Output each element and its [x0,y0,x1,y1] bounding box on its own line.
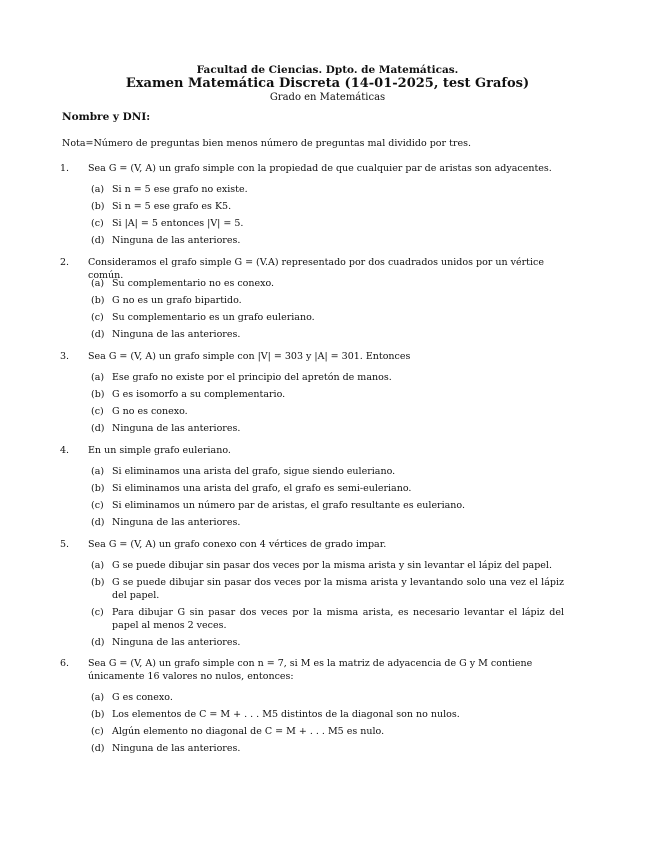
question-text: Consideramos el grafo simple G = (V.A) representado por dos cuadrados unidos por un vértice común. [88,257,544,281]
option-text: Si eliminamos una arista del grafo, el grafo es semi-euleriano. [112,483,412,494]
option-1b [91,200,564,213]
option-text: G se puede dibujar sin pasar dos veces por la misma arista y levantando solo una vez el lápiz del papel. [112,577,564,601]
option-text: Su complementario es un grafo euleriano. [112,312,315,323]
question-text: En un simple grafo euleriano. [88,445,231,456]
option-4b [91,482,564,495]
option-label: (c) [91,500,104,511]
option-3d [91,422,564,435]
option-label: (d) [91,235,105,246]
question-number: 1. [60,163,70,174]
option-6b [91,708,564,721]
question-number: 3. [60,351,70,362]
question-number: 2. [60,257,70,268]
option-label: (c) [91,726,104,737]
option-label: (a) [91,560,105,571]
option-1c [91,217,564,230]
faculty-line: Facultad de Ciencias. Dpto. de Matemáticas. [196,64,459,76]
question-4 [60,444,578,457]
option-label: (a) [91,692,105,703]
option-text: G es conexo. [112,692,173,703]
option-3c [91,405,564,418]
option-label: (a) [91,466,105,477]
option-text: Ninguna de las anteriores. [112,743,241,754]
option-4d [91,516,564,529]
option-label: (d) [91,637,105,648]
option-label: (d) [91,423,105,434]
option-label: (c) [91,607,104,618]
option-5d [91,636,564,649]
option-label: (b) [91,389,105,400]
option-2a [91,277,564,290]
option-6c [91,725,564,738]
question-text: Sea G = (V, A) un grafo simple con la propiedad de que cualquier par de aristas son adyacentes. [88,163,552,174]
option-label: (c) [91,312,104,323]
option-text: Algún elemento no diagonal de C = M + . . . M5 es nulo. [112,726,385,737]
option-label: (c) [91,406,104,417]
option-3b [91,388,564,401]
option-2b [91,294,564,307]
degree-line: Grado en Matemáticas [269,92,386,103]
option-5b [91,576,564,602]
question-number: 6. [60,658,70,669]
option-5c [91,606,564,632]
option-label: (b) [91,483,105,494]
question-text: Sea G = (V, A) un grafo conexo con 4 vértices de grado impar. [88,539,387,550]
option-text: Los elementos de C = M + . . . M5 distintos de la diagonal son no nulos. [112,709,460,720]
option-text: G se puede dibujar sin pasar dos veces por la misma arista y sin levantar el lápiz del papel. [112,560,552,571]
option-label: (b) [91,577,105,588]
option-3a [91,371,564,384]
option-text: Su complementario no es conexo. [112,278,275,289]
option-text: Ninguna de las anteriores. [112,517,241,528]
name-dni-label: Nombre y DNI: [62,111,151,123]
option-text: G es isomorfo a su complementario. [112,389,286,400]
question-number: 5. [60,539,70,550]
option-text: Si eliminamos una arista del grafo, sigue siendo euleriano. [112,466,396,477]
option-text: Si |A| = 5 entonces |V| = 5. [112,218,244,229]
question-3 [60,350,578,363]
option-text: Ninguna de las anteriores. [112,423,241,434]
option-4a [91,465,564,478]
option-6a [91,691,564,704]
option-label: (a) [91,278,105,289]
option-1d [91,234,564,247]
option-text: Ninguna de las anteriores. [112,329,241,340]
option-text: Ninguna de las anteriores. [112,235,241,246]
option-label: (a) [91,184,105,195]
option-text: G no es un grafo bipartido. [112,295,242,306]
grading-note: Nota=Número de preguntas bien menos número de preguntas mal dividido por tres. [62,138,471,149]
option-text: Si n = 5 ese grafo es K5. [112,201,232,212]
option-text: Si n = 5 ese grafo no existe. [112,184,248,195]
option-6d [91,742,564,755]
question-text: Sea G = (V, A) un grafo simple con |V| = 303 y |A| = 301. Entonces [88,351,411,362]
question-6 [60,657,578,683]
option-label: (d) [91,517,105,528]
option-text: Si eliminamos un número par de aristas, el grafo resultante es euleriano. [112,500,465,511]
option-label: (d) [91,329,105,340]
option-label: (c) [91,218,104,229]
question-number: 4. [60,445,70,456]
option-label: (b) [91,201,105,212]
option-4c [91,499,564,512]
question-1 [60,162,578,175]
question-text: Sea G = (V, A) un grafo simple con n = 7, si M es la matriz de adyacencia de G y M contiene únicamente 16 valores no nulos, entonces: [88,658,533,682]
option-text: Para dibujar G sin pasar dos veces por la misma arista, es necesario levantar el lápiz del papel al menos 2 veces. [112,607,564,631]
option-label: (d) [91,743,105,754]
option-text: G no es conexo. [112,406,188,417]
option-text: Ese grafo no existe por el principio del apretón de manos. [112,372,392,383]
option-2c [91,311,564,324]
option-5a [91,559,564,572]
question-5 [60,538,578,551]
option-label: (b) [91,295,105,306]
option-label: (b) [91,709,105,720]
option-1a [91,183,564,196]
exam-title: Examen Matemática Discreta (14-01-2025, test Grafos) [125,76,530,91]
option-label: (a) [91,372,105,383]
option-text: Ninguna de las anteriores. [112,637,241,648]
option-2d [91,328,564,341]
